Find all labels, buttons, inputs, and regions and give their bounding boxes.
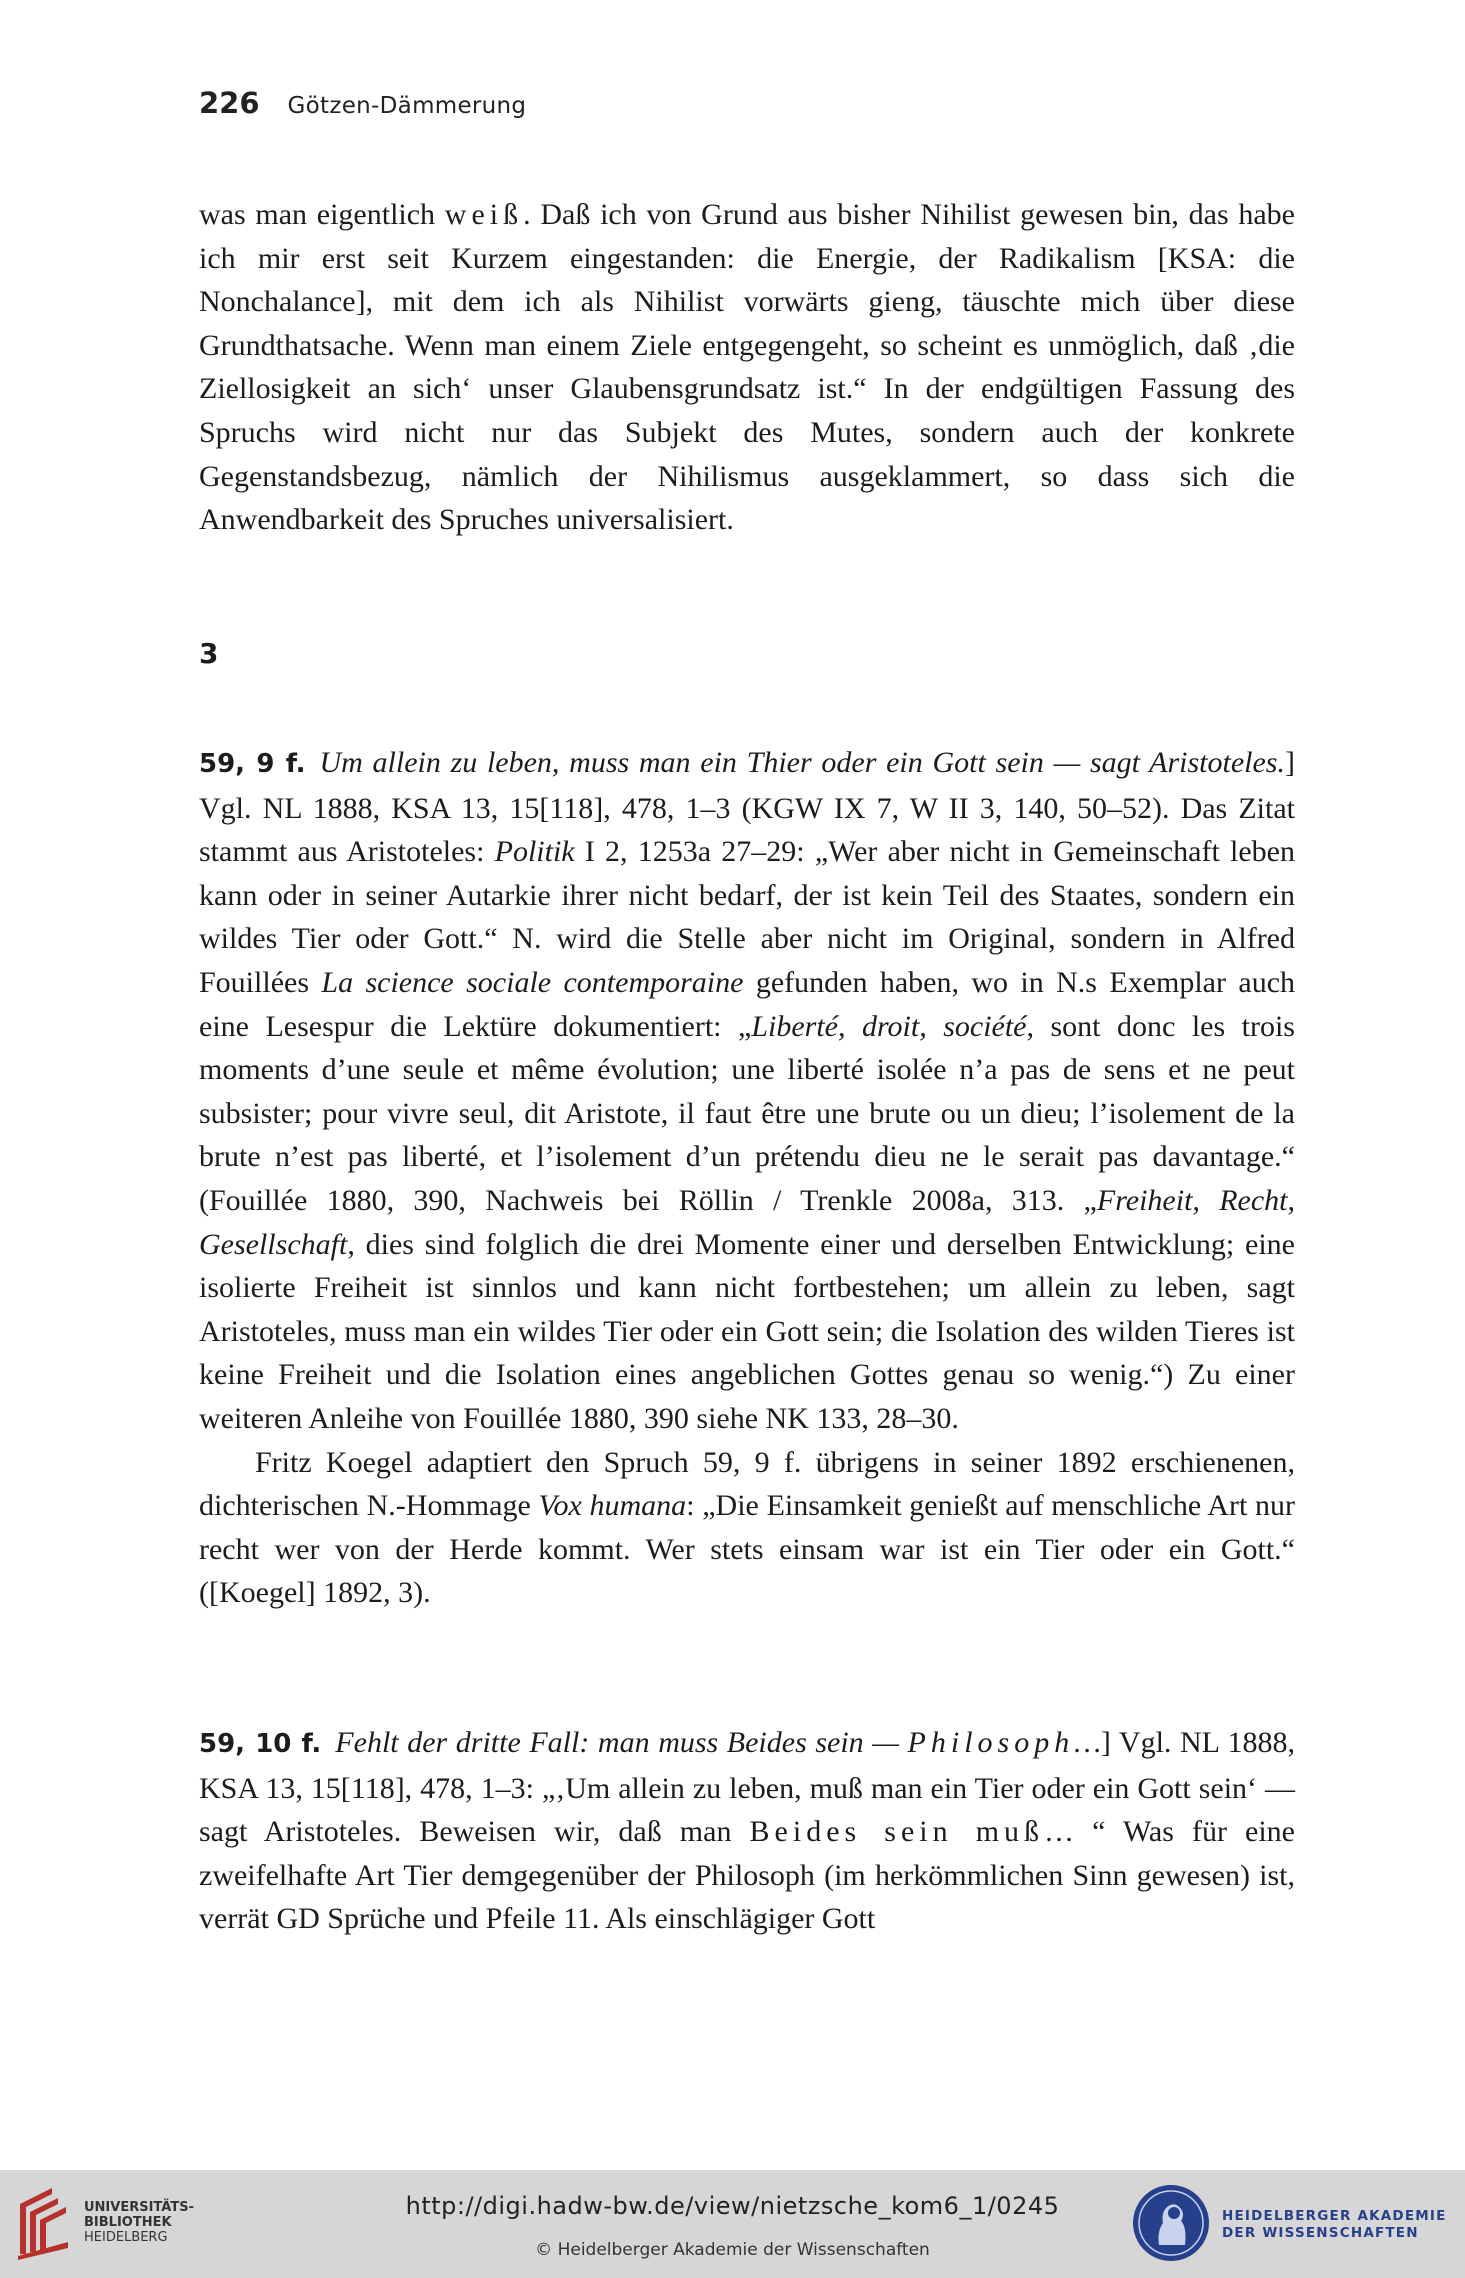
spaced-emphasis: Beides sein muß — [749, 1815, 1045, 1849]
academy-seal-icon[interactable] — [1131, 2183, 1211, 2263]
entry-paragraph: 59, 10 f. Fehlt der dritte Fall: man muss Beides sein — Philosoph…] Vgl. NL 1888, KSA 13, 15[118], 478, 1–3: „‚Um allein zu leben, muß man ein Tier oder ein Gott sein‘ — sagt Aristoteles. Beweisen wir, daß man Beides sein muß… “ Was für eine zweifelhafte Art Tier demgegenüber der Philosoph (im herkömmlichen Sinn gewesen) ist, verrät GD Sprüche und Pfeile 11. Als einschlägiger Gott — [199, 1726, 1295, 1936]
section-number: 3 — [199, 637, 219, 670]
copyright-notice: © Heidelberger Akademie der Wissenschaften — [535, 2240, 930, 2260]
permalink-url[interactable]: http://digi.hadw-bw.de/view/nietzsche_kom6_1/0245 — [405, 2192, 1060, 2220]
lemma-reference: 59, 10 f. — [199, 1729, 322, 1759]
digitization-footer — [0, 2170, 1465, 2278]
lemma-reference: 59, 9 f. — [199, 749, 306, 779]
commentary-entry-59-9 — [199, 741, 1295, 1615]
lemma-text: Um allein zu leben, muss man ein Thier oder ein Gott sein — sagt Aristoteles. — [319, 746, 1285, 779]
continuation-block — [199, 193, 1295, 542]
entry-paragraph: Fritz Koegel adaptiert den Spruch 59, 9 f. übrigens in seiner 1892 erschienenen, dichterischen N.-Hommage Vox humana: „Die Einsamkeit genießt auf menschliche Art nur recht wer von der Herde kommt. Wer stets einsam war ist ein Tier oder ein Gott.“ ([Koegel] 1892, 3). — [199, 1445, 1295, 1610]
running-head — [199, 86, 526, 120]
page-number: 226 — [199, 86, 260, 120]
commentary-entry-59-10 — [199, 1721, 1295, 1941]
university-library-name: UNIVERSITÄTS- BIBLIOTHEK HEIDELBERG — [84, 2200, 194, 2245]
entry-paragraph: 59, 9 f. Um allein zu leben, muss man ein Thier oder ein Gott sein — sagt Aristoteles.] Vgl. NL 1888, KSA 13, 15[118], 478, 1–3 (KGW IX 7, W II 3, 140, 50–52). Das Zitat stammt aus Aristoteles: Politik I 2, 1253a 27–29: „Wer aber nicht in Gemeinschaft leben kann oder in seiner Autarkie ihrer nicht bedarf, der ist kein Teil des Staates, sondern ein wildes Tier oder Gott.“ N. wird die Stelle aber nicht im Original, sondern in Alfred Fouillées La science sociale contemporaine gefunden haben, wo in N.s Exemplar auch eine Lesespur die Lektüre dokumentiert: „Liberté, droit, société, sont donc les trois moments d’une seule et même évolution; une liberté isolée n’a pas de sens et ne peut subsister; pour vivre seul, dit Aristote, il faut être une brute ou un dieu; l’isolement de la brute n’est pas liberté, et l’isolement d’un prétendu dieu ne le serait pas davantage.“ (Fouillée 1880, 390, Nachweis bei Röllin / Trenkle 2008a, 313. „Freiheit, Recht, Gesellschaft, dies sind folglich die drei Momente einer und derselben Entwicklung; eine isolierte Freiheit ist sinnlos und kann nicht fortbestehen; um allein zu leben, sagt Aristoteles, muss man ein wildes Tier oder ein Gott sein; die Isolation des wilden Tieres ist keine Freiheit und die Isolation eines angeblichen Gottes genau so wenig.“) Zu einer weiteren Anleihe von Fouillée 1880, 390 siehe NK 133, 28–30. — [199, 746, 1296, 1435]
running-title: Götzen-Dämmerung — [287, 93, 527, 119]
spaced-emphasis: weiß — [444, 198, 524, 231]
continuation-paragraph: was man eigentlich weiß. Daß ich von Grund aus bisher Nihilist gewesen bin, das habe ich mir erst seit Kurzem eingestanden: die Energie, der Radikalism [KSA: die Nonchalance], mit dem ich als Nihilist vorwärts gieng, täuschte mich über diese Grundthatsache. Wenn man einem Ziele entgegengeht, so scheint es unmöglich, daß ‚die Ziellosigkeit an sich‘ unser Glaubensgrundsatz ist.“ In der endgültigen Fassung des Spruchs wird nicht nur das Subjekt des Mutes, sondern auch der konkrete Gegenstandsbezug, nämlich der Nihilismus ausgeklammert, so dass sich die Anwendbarkeit des Spruches universalisiert. — [199, 198, 1296, 537]
spaced-emphasis: Philosoph — [907, 1726, 1075, 1759]
academy-name: HEIDELBERGER AKADEMIE DER WISSENSCHAFTEN — [1222, 2208, 1447, 2241]
